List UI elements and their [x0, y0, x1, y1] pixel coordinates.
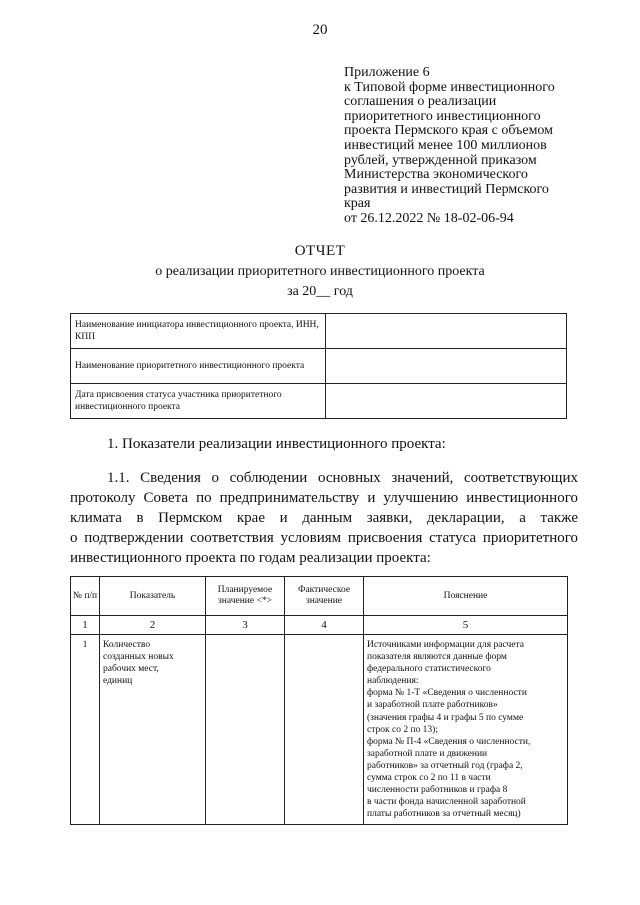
explanation-line: заработной плате и движении	[367, 748, 488, 759]
appendix-line: Приложение 6	[344, 65, 430, 80]
explanation-line: и заработной плате работников»	[367, 700, 498, 711]
appendix-line: соглашения о реализации	[344, 94, 497, 110]
column-number: 1	[71, 616, 100, 635]
appendix-block	[344, 66, 594, 227]
appendix-line: Министерства экономического	[344, 167, 528, 183]
table-row	[71, 384, 567, 419]
planned-value-cell[interactable]	[206, 635, 285, 825]
paragraph-line: 1.1. Сведения о соблюдении основных значений, соответствующих	[107, 470, 578, 486]
appendix-line: проекта Пермского края с объемом	[344, 123, 554, 139]
indicators-table	[70, 576, 568, 825]
appendix-line: рублей, утвержденной приказом	[344, 152, 537, 168]
table-row	[71, 349, 567, 384]
paragraph-line: о подтверждении соответствия условиям присвоения статуса приоритетного	[70, 530, 578, 546]
section-heading: 1. Показатели реализации инвестиционного проекта:	[107, 436, 446, 452]
appendix-line: развития и инвестиций Пермского	[344, 181, 549, 197]
appendix-line: от 26.12.2022 № 18-02-06-94	[344, 210, 514, 226]
row-number: 1	[71, 635, 100, 825]
explanation-line: форма № 1-Т «Сведения о численности	[367, 688, 527, 699]
explanation-line: федерального статистического	[367, 664, 491, 675]
column-number: 4	[285, 616, 364, 635]
appendix-line: инвестиций менее 100 миллионов	[344, 137, 547, 153]
explanation-cell	[364, 635, 568, 825]
explanation-line: Источниками информации для расчета	[367, 640, 524, 650]
explanation-line: численности работников и графа 8	[367, 785, 508, 796]
paragraph-1-1	[70, 468, 578, 568]
indicator-line: созданных новых	[103, 652, 174, 663]
info-value-cell[interactable]	[326, 384, 567, 419]
project-info-table	[70, 313, 567, 419]
info-label: Наименование инициатора инвестиционного проекта, ИНН, КПП	[71, 314, 326, 349]
info-label: Наименование приоритетного инвестиционного проекта	[71, 349, 326, 384]
info-value-cell[interactable]	[326, 349, 567, 384]
explanation-line: платы работников за отчетный месяц)	[367, 809, 521, 820]
indicator-line: единиц	[103, 676, 133, 687]
table-row	[71, 635, 568, 825]
column-header: Показатель	[100, 577, 206, 616]
info-value-cell[interactable]	[326, 314, 567, 349]
indicator-line: Количество	[103, 640, 151, 650]
column-header: № п/п	[71, 577, 100, 616]
column-number: 5	[364, 616, 568, 635]
actual-value-cell[interactable]	[285, 635, 364, 825]
table-header-row	[71, 577, 568, 616]
explanation-line: форма № П-4 «Сведения о численности,	[367, 736, 531, 747]
report-title: ОТЧЕТ	[294, 243, 346, 259]
paragraph-line: климата в Пермском крае и данным заявки, декларации, а также	[70, 510, 578, 526]
explanation-line: наблюдения:	[367, 676, 419, 687]
appendix-line: края	[344, 196, 371, 212]
report-year-line: за 20__ год	[287, 284, 353, 299]
paragraph-line: протоколу Совета по предпринимательству и улучшению инвестиционного	[70, 490, 578, 506]
column-number: 3	[206, 616, 285, 635]
appendix-line: к Типовой форме инвестиционного	[344, 79, 555, 95]
report-subtitle: о реализации приоритетного инвестиционного проекта	[155, 264, 485, 279]
explanation-line: сумма строк со 2 по 11 в части	[367, 773, 491, 784]
explanation-line: показателя являются данные форм	[367, 652, 507, 663]
explanation-line: (значения графы 4 и графы 5 по сумме	[367, 712, 524, 723]
explanation-line: в части фонда начисленной заработной	[367, 797, 526, 808]
table-row	[71, 314, 567, 349]
indicator-line: рабочих мест,	[103, 664, 159, 675]
column-number: 2	[100, 616, 206, 635]
explanation-line: строк со 2 по 13);	[367, 724, 438, 735]
column-header: Планируемое значение <*>	[206, 577, 285, 616]
column-header: Пояснение	[364, 577, 568, 616]
explanation-line: работников» за отчетный год (графа 2,	[367, 760, 523, 771]
page-number: 20	[312, 22, 328, 38]
indicator-cell	[100, 635, 206, 825]
appendix-line: приоритетного инвестиционного	[344, 108, 541, 124]
column-number-row	[71, 616, 568, 635]
info-label: Дата присвоения статуса участника приоритетного инвестиционного проекта	[71, 384, 326, 419]
paragraph-line: инвестиционного проекта по годам реализации проекта:	[70, 550, 431, 566]
column-header: Фактическое значение	[285, 577, 364, 616]
